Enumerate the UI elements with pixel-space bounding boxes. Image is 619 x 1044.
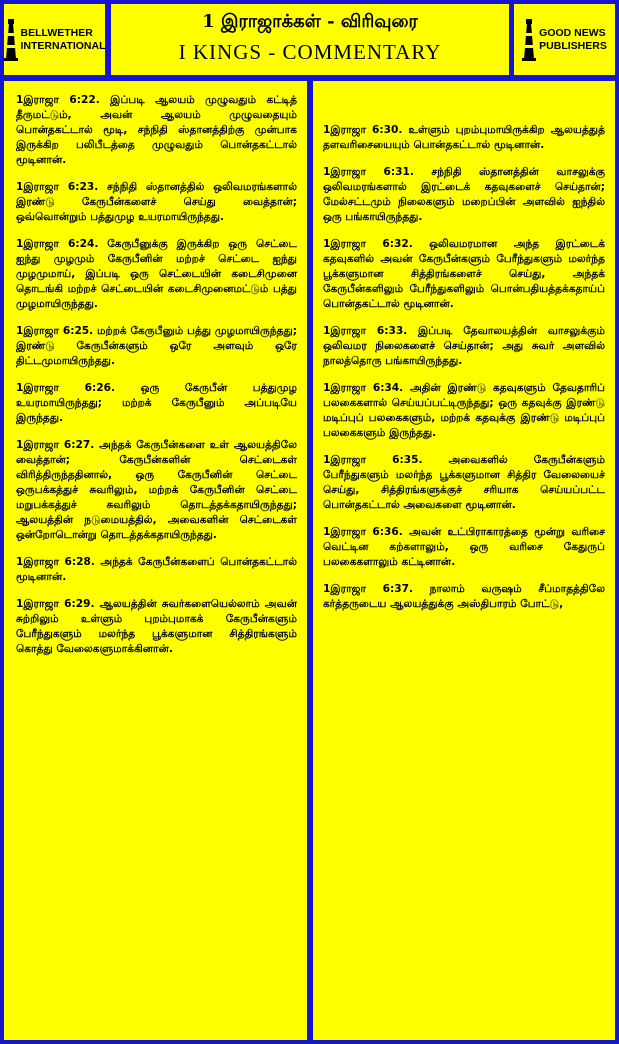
- verse-6-31: 1இராஜா 6:31. சந்நிதி ஸ்தானத்தின் வாசலுக்கு ஒலிவமரங்களால் இரட்டைக் கதவுகளைச் செய்தான்; மேல்சட்டமும் நிலைகளும் மறைப்பின் அளவில் ஐந்தில் ஒரு பங்காயிருந்தது.: [323, 166, 605, 223]
- verse-6-24: 1இராஜா 6:24. கேருபீனுக்கு இருக்கிற ஒரு செட்டை ஐந்து முழமும் கேருபீனின் மற்றச் செட்டை ஐந்து முழமுமாய், இப்படி ஒரு செட்டையின் கடைசிமுனை தொடங்கி மற்றச் செட்டையின் கடைசிமுனைமட்டும் பத்து முழமாயிருந்தது.: [16, 238, 297, 310]
- verse-6-27: 1இராஜா 6:27. அந்தக் கேருபீன்களை உள் ஆலயத்திலே வைத்தான்; கேருபீன்களின் செட்டைகள் விரித்திருந்ததினால், ஒரு கேருபீனின் செட்டை ஒருபக்கத்துச் சுவரிலும், மற்றக் கேருபீனின் செட்டை மறுபக்கத்துச் சுவரிலும் தொடத்தக்கதாயிருந்தது; ஆலயத்தின் நடுமையத்தில், அவைகளின் செட்டைகள் ஒன்றோடொன்று தொடத்தக்கதாயிருந்தது.: [16, 439, 297, 541]
- left-logo-line2: INTERNATIONAL: [20, 39, 106, 52]
- verse-6-32: 1இராஜா 6:32. ஒலிவமரமான அந்த இரட்டைக் கதவுகளில் அவன் கேருபீன்களும் பேரீந்துகளும் மலர்ந்த பூக்களுமான சித்திரங்களைச் செய்து, அந்தக் கேருபீன்களிலும் பேரீந்துகளிலும் பொன்பதியத்தக்கதாய்ப் பொன்தகட்டால் மூடினான்.: [323, 238, 605, 310]
- lighthouse-icon: [522, 19, 536, 61]
- right-logo-line1: GOOD NEWS: [539, 26, 606, 39]
- left-column: [4, 81, 307, 1040]
- verse-6-29: 1இராஜா 6:29. ஆலயத்தின் சுவர்களையெல்லாம் அவன் சுற்றிலும் உள்ளும் புறம்புமாகக் கேருபீன்களும் பேரீந்துகளும் மலர்ந்த பூக்களுமான சித்திரங்களும் கொத்து வேலைகளுமாக்கினான்.: [16, 598, 297, 655]
- verse-6-36: 1இராஜா 6:36. அவன் உட்பிராகாரத்தை மூன்று வரிசை வெட்டின கற்களாலும், ஒரு வரிசை கேதுருப் பலகைகளாலும் கட்டினான்.: [323, 526, 605, 568]
- verse-6-30: 1இராஜா 6:30. உள்ளும் புறம்புமாயிருக்கிற ஆலயத்துத் தளவரிசையையும் பொன்தகட்டால் மூடினான்.: [323, 124, 605, 151]
- lighthouse-icon: [4, 19, 18, 61]
- verse-6-35: 1இராஜா 6:35. அவைகளில் கேருபீன்களும் பேரீந்துகளும் மலர்ந்த பூக்களுமான சித்திர வேலையைச் செய்து, சித்திரங்களுக்குச் சரியாக செய்யப்பட்ட பொன்தகட்டால் அவைகளை மூடினான்.: [323, 454, 605, 511]
- verse-6-22: 1இராஜா 6:22. இப்படி ஆலயம் முழுவதும் கட்டித் தீருமட்டும், அவன் ஆலயம் முழுவதையும் பொன்தகட்டால் மூடி, சந்நிதி ஸ்தானத்திற்கு முன்பாக இருக்கிற பலிபீடத்தை முழுவதும் பொன்தகட்டால் மூடினான்.: [16, 94, 297, 166]
- right-logo-line2: PUBLISHERS: [539, 39, 607, 52]
- verse-6-25: 1இராஜா 6:25. மற்றக் கேருபீனும் பத்து முழமாயிருந்தது; இரண்டு கேருபீன்களும் ஒரே அளவும் ஒரே திட்டமுமாயிருந்தது.: [16, 325, 297, 367]
- title-box: [111, 4, 509, 75]
- good-news-logo: [514, 4, 615, 75]
- verse-6-33: 1இராஜா 6:33. இப்படி தேவாலயத்தின் வாசலுக்கும் ஒலிவமர நிலைகளைச் செய்தான்; அது சுவர் அளவில் நாலத்தொரு பங்காயிருந்தது.: [323, 325, 605, 367]
- left-logo-line1: BELLWETHER: [20, 26, 93, 39]
- right-column: [313, 81, 615, 1040]
- verse-6-26: 1இராஜா 6:26. ஒரு கேருபீன் பத்துமுழ உயரமாயிருந்தது; மற்றக் கேருபீனும் அப்படியே இருந்தது.: [16, 382, 297, 424]
- verse-6-23: 1இராஜா 6:23. சந்நிதி ஸ்தானத்தில் ஒலிவமரங்களால் இரண்டு கேருபீன்களைச் செய்து வைத்தான்; ஒவ்வொன்றும் பத்துமுழ உயரமாயிருந்தது.: [16, 181, 297, 223]
- verse-6-37: 1இராஜா 6:37. நாலாம் வருஷம் சீப்மாதத்திலே கர்த்தருடைய ஆலயத்துக்கு அஸ்திபாரம் போட்டு,: [323, 583, 605, 610]
- verse-6-28: 1இராஜா 6:28. அந்தக் கேருபீன்களைப் பொன்தகட்டால் மூடினான்.: [16, 556, 297, 583]
- page-title-tamil: 1 இராஜாக்கள் - விரிவுரை: [202, 11, 418, 32]
- verse-6-34: 1இராஜா 6:34. அதின் இரண்டு கதவுகளும் தேவதாரிப் பலகைகளால் செய்யப்பட்டிருந்தது; ஒரு கதவுக்கு இரண்டு மடிப்புப் பலகைகளும், மற்றக் கதவுக்கு இரண்டு மடிப்புப் பலகைகளும் இருந்தது.: [323, 382, 605, 439]
- bellwether-logo: [4, 4, 105, 75]
- page-title-english: I KINGS - COMMENTARY: [178, 40, 442, 64]
